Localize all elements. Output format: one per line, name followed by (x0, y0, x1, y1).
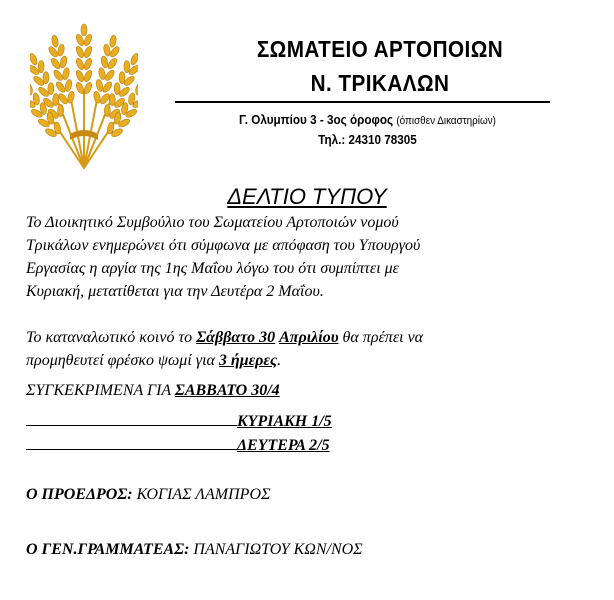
paragraph-announcement (26, 211, 604, 303)
secretary-name: ΠΑΝΑΓΙΩΤΟΥ ΚΩΝ/ΝΟΣ (189, 541, 363, 558)
wheat-sheaf-icon (30, 22, 138, 170)
schedule-day-sunday: ΚΥΡΙΑΚΗ 1/5 (237, 413, 332, 430)
signature-secretary (26, 541, 363, 559)
fill-line (26, 409, 237, 426)
text-segment: Το καταναλωτικό κοινό το (26, 329, 197, 346)
schedule-day-monday: ΔΕΥΤΕΡΑ 2/5 (237, 437, 330, 454)
president-label: Ο ΠΡΟΕΔΡΟΣ: (26, 486, 133, 503)
address-note: (όπισθεν Δικαστηρίων) (396, 115, 496, 127)
schedule-line-1 (26, 380, 280, 402)
header-divider (175, 101, 550, 103)
organization-name: ΣΩΜΑΤΕΙΟ ΑΡΤΟΠΟΙΩΝ (256, 36, 504, 62)
paragraph-line: Εργασίας η αργία της 1ης Μαΐου λόγω του ότι συμπίπτει με (26, 260, 399, 277)
schedule-intro: ΣΥΓΚΕΚΡΙΜΕΝΑ ΓΙΑ (26, 382, 175, 399)
president-name: ΚΟΓΙΑΣ ΛΑΜΠΡΟΣ (132, 486, 271, 503)
text-segment: . (277, 352, 282, 369)
paragraph-line (26, 326, 604, 349)
paragraph-bread-notice (26, 326, 604, 372)
organization-phone: Τηλ.: 24310 78305 (318, 132, 417, 147)
paragraph-line: Τρικάλων ενημερώνει ότι σύμφωνα με απόφαση του Υπουργού (26, 237, 421, 254)
schedule-day-saturday: ΣΑΒΒΑΤΟ 30/4 (174, 382, 280, 399)
paragraph-line (26, 349, 604, 372)
text-segment: θα πρέπει να (338, 329, 424, 346)
paragraph-line: Το Διοικητικό Συμβούλιο του Σωματείου Αρτοποιών νομού (26, 214, 399, 231)
address-text: Γ. Ολυμπίου 3 - 3ος όροφος (239, 112, 394, 127)
organization-address (194, 112, 541, 127)
highlight-april: Απριλίου (279, 329, 339, 346)
text-segment: προμηθευτεί φρέσκο ψωμί για (26, 352, 219, 369)
secretary-label: Ο ΓΕΝ.ΓΡΑΜΜΑΤΕΑΣ: (26, 541, 190, 558)
document-title: ΔΕΛΤΙΟ ΤΥΠΟΥ (227, 184, 387, 209)
fill-line (26, 433, 237, 450)
schedule-line-3 (26, 433, 330, 455)
schedule-line-2 (26, 409, 332, 431)
highlight-saturday: Σάββατο 30 (196, 329, 276, 346)
organization-region: Ν. ΤΡΙΚΑΛΩΝ (310, 70, 450, 96)
highlight-days: 3 ήμερες (218, 352, 278, 369)
signature-president (26, 486, 271, 504)
paragraph-line: Κυριακή, μετατίθεται για την Δευτέρα 2 Μαΐου. (26, 283, 324, 300)
